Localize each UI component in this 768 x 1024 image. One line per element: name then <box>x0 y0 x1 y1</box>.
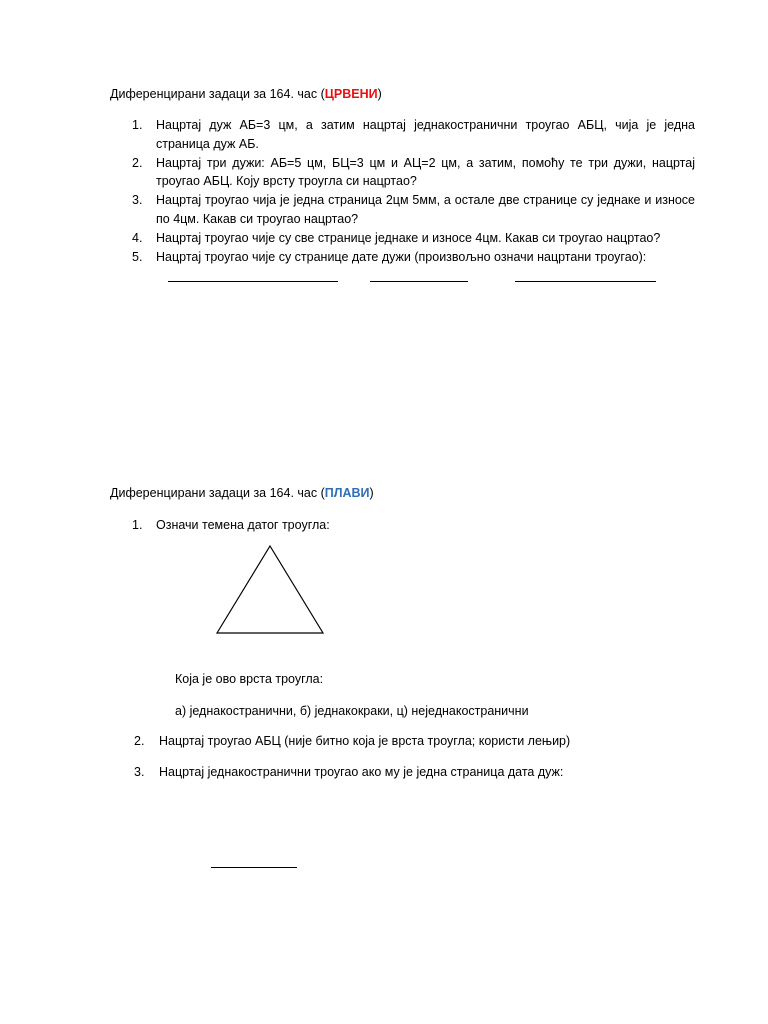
list-item <box>110 191 695 229</box>
heading-prefix: Диференцирани задаци за 164. час ( <box>110 87 325 101</box>
task-number: 3. <box>132 193 143 208</box>
triangle-type-options: а) једнакостранични, б) једнакокраки, ц) неједнакостранични <box>175 704 529 718</box>
heading-prefix: Диференцирани задаци за 164. час ( <box>110 486 325 500</box>
red-task-list <box>110 116 695 266</box>
task-number: 3. <box>134 765 145 779</box>
blue-task-2 <box>134 734 571 748</box>
given-segment-2 <box>370 281 468 282</box>
task-text: Означи темена датог троугла: <box>156 518 330 532</box>
red-section-heading <box>110 87 382 101</box>
task-text: Нацртај једнакостранични троугао ако му је једна страница дата дуж: <box>159 765 564 779</box>
group-label-blue: ПЛАВИ <box>324 486 370 500</box>
list-item <box>110 229 695 248</box>
blue-task-3 <box>134 765 564 779</box>
task-text: Нацртај троугао чије су све странице једнаке и износе 4цм. Какав си троугао нацртао? <box>156 230 661 245</box>
heading-suffix: ) <box>377 87 382 101</box>
list-item <box>110 116 695 154</box>
task-number: 4. <box>132 230 143 245</box>
triangle-figure <box>216 545 324 634</box>
task-text: Нацртај троугао АБЦ (није битно која је врста троугла; користи лењир) <box>159 734 571 748</box>
task-number: 2. <box>134 734 145 748</box>
task-text: Нацртај троугао чија је једна страница 2цм 5мм, а остале две странице су једнаке и износе по 4цм. Какав си троугао нацртао? <box>156 193 695 226</box>
given-segment-blue <box>211 867 297 868</box>
task-number: 1. <box>132 518 143 532</box>
list-item <box>110 154 695 192</box>
task-text: Нацртај троугао чије су странице дате дужи (произвољно означи нацртани троугао): <box>156 249 647 264</box>
list-item <box>110 248 695 267</box>
given-segment-3 <box>515 281 656 282</box>
task-text: Нацртај три дужи: АБ=5 цм, БЦ=3 цм и АЦ=2 цм, а затим, помоћу те три дужи, нацртај троугао АБЦ. Коју врсту троугла си нацртао? <box>156 155 695 189</box>
task-number: 5. <box>132 249 143 264</box>
group-label-red: ЦРВЕНИ <box>324 87 378 101</box>
blue-task-1 <box>132 518 330 532</box>
given-segment-1 <box>168 281 338 282</box>
task-text: Нацртај дуж АБ=3 цм, а затим нацртај једнакостранични троугао АБЦ, чија је једна страница дуж АБ. <box>156 118 695 151</box>
triangle-type-question: Која је ово врста троугла: <box>175 672 324 686</box>
blue-section-heading <box>110 486 374 500</box>
task-number: 1. <box>132 118 143 132</box>
task-number: 2. <box>132 155 143 170</box>
heading-suffix: ) <box>369 486 374 500</box>
